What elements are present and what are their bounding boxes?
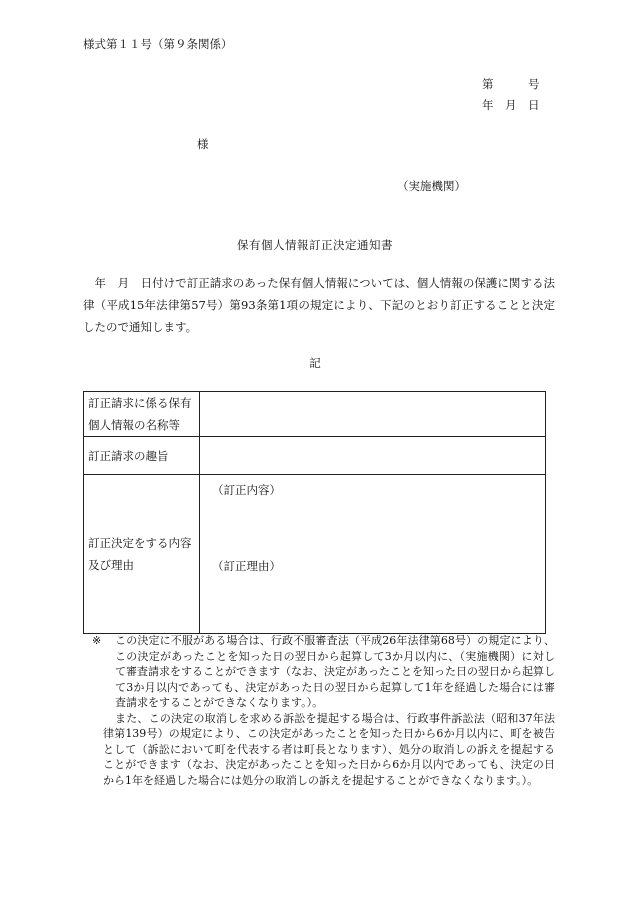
appeal-notice-paragraph-1 (103, 633, 555, 711)
form-number: 様式第１１号（第９条関係） (83, 37, 233, 51)
appeal-notice-paragraph-2: また、この決定の取消しを求める訴訟を提起する場合は、行政事件訴訟法（昭和37年法律第139号）の規定により、この決定があったことを知った日から6か月以内に、町を被告として（訴訟において町を代表する者は町長となります）、処分の取消しの訴えを提起することができます（なお、決定があったことを知った日から6か月以内であっても、決定の日から1年を経過した場合には処分の取消しの訴えを提起することができなくなります。）。 (103, 711, 555, 787)
appeal-notice-text-1: この決定に不服がある場合は、行政不服審査法（平成26年法律第68号）の規定により、この決定があったことを知った日の翌日から起算して3か月以内に、（実施機関）に対して審査請求をすることができます（なお、決定があったことを知った日の翌日から起算して3か月以内であっても、決定があった日の翌日から起算して1年を経過した場合には審査請求をすることができなくなります。）。 (115, 634, 555, 709)
issuer-agency: （実施機関） (397, 179, 466, 193)
correction-reason-label: （訂正理由） (212, 559, 281, 573)
ki-heading: 記 (309, 356, 321, 370)
document-number: 第 号 (482, 77, 540, 91)
row-value-decision-content (200, 475, 546, 634)
appeal-notice (83, 633, 555, 788)
table-row (84, 475, 546, 634)
decision-table (83, 391, 546, 634)
document-date: 年 月 日 (482, 98, 540, 112)
correction-content-label: （訂正内容） (212, 483, 281, 497)
row-value-request-purpose (200, 437, 546, 475)
row-value-target-info (200, 392, 546, 437)
row-label-target-info: 訂正請求に係る保有個人情報の名称等 (84, 392, 200, 437)
row-label-request-purpose: 訂正請求の趣旨 (84, 437, 200, 475)
table-row (84, 437, 546, 475)
addressee-honorific: 様 (197, 137, 209, 151)
row-label-decision-content: 訂正決定をする内容及び理由 (84, 475, 200, 634)
note-mark: ※ (92, 634, 102, 647)
document-title: 保有個人情報訂正決定通知書 (237, 238, 393, 252)
notice-body (83, 272, 555, 338)
notice-body-text: 年 月 日付けで訂正請求のあった保有個人情報については、個人情報の保護に関する法律（平成15年法律第57号）第93条第1項の規定により、下記のとおり訂正することと決定したので通知します。 (83, 276, 555, 334)
table-row (84, 392, 546, 437)
